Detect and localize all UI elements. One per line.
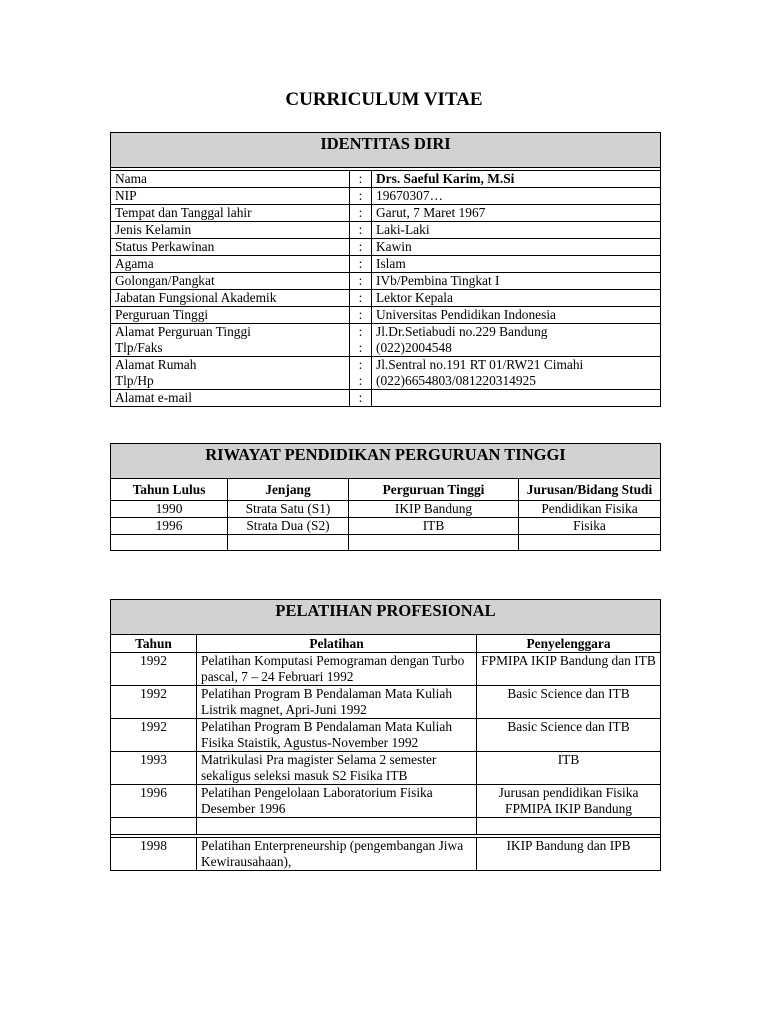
training-column-headers xyxy=(111,635,661,653)
value-birth: Garut, 7 Maret 1967 xyxy=(372,205,661,222)
col-header-training: Pelatihan xyxy=(197,635,477,653)
identity-row-birth xyxy=(111,205,661,222)
colon: : xyxy=(350,188,372,205)
colon-line1: : xyxy=(358,324,363,339)
cell-training xyxy=(197,818,477,835)
identity-row-gender xyxy=(111,222,661,239)
label-university: Perguruan Tinggi xyxy=(111,307,350,324)
col-header-level: Jenjang xyxy=(228,479,349,501)
identity-header: IDENTITAS DIRI xyxy=(111,133,661,168)
label-home-phone: Tlp/Hp xyxy=(115,373,154,388)
identity-row-university xyxy=(111,307,661,324)
identity-row-home-address xyxy=(111,357,661,390)
cell-year xyxy=(111,535,228,551)
colon: : xyxy=(350,239,372,256)
label-birth: Tempat dan Tanggal lahir xyxy=(111,205,350,222)
cell-year: 1992 xyxy=(111,719,197,752)
label-position: Jabatan Fungsional Akademik xyxy=(111,290,350,307)
cell-university: ITB xyxy=(349,518,519,535)
cell-organizer: Jurusan pendidikan Fisika FPMIPA IKIP Bandung xyxy=(477,785,661,818)
table-row xyxy=(111,818,661,835)
label-university-address-line1: Alamat Perguruan Tinggi xyxy=(115,324,251,339)
col-header-year: Tahun xyxy=(111,635,197,653)
value-home-address-line1: Jl.Sentral no.191 RT 01/RW21 Cimahi xyxy=(376,357,584,372)
table-row xyxy=(111,838,661,871)
value-email xyxy=(372,390,661,407)
label-university-phone: Tlp/Faks xyxy=(115,340,163,355)
cell-year: 1993 xyxy=(111,752,197,785)
value-marital: Kawin xyxy=(372,239,661,256)
cell-major: Fisika xyxy=(519,518,661,535)
identity-row-nama xyxy=(111,171,661,188)
identity-row-religion xyxy=(111,256,661,273)
identity-table xyxy=(110,132,661,407)
identity-row-marital xyxy=(111,239,661,256)
training-header: PELATIHAN PROFESIONAL xyxy=(111,600,661,635)
value-home-phone: (022)6654803/081220314925 xyxy=(376,373,536,388)
cell-training: Pelatihan Program B Pendalaman Mata Kuliah Listrik magnet, Apri-Juni 1992 xyxy=(197,686,477,719)
cell-year: 1996 xyxy=(111,518,228,535)
value-university: Universitas Pendidikan Indonesia xyxy=(372,307,661,324)
value-gender: Laki-Laki xyxy=(372,222,661,239)
value-rank: IVb/Pembina Tingkat I xyxy=(372,273,661,290)
col-header-year: Tahun Lulus xyxy=(111,479,228,501)
colon xyxy=(350,324,372,357)
colon: : xyxy=(350,171,372,188)
cell-level xyxy=(228,535,349,551)
table-row xyxy=(111,719,661,752)
identity-row-rank xyxy=(111,273,661,290)
cell-year: 1998 xyxy=(111,838,197,871)
colon: : xyxy=(350,222,372,239)
cell-organizer: FPMIPA IKIP Bandung dan ITB xyxy=(477,653,661,686)
table-row xyxy=(111,752,661,785)
identity-row-nip xyxy=(111,188,661,205)
cell-year: 1992 xyxy=(111,653,197,686)
cell-training: Pelatihan Program B Pendalaman Mata Kuliah Fisika Staistik, Agustus-November 1992 xyxy=(197,719,477,752)
cell-university: IKIP Bandung xyxy=(349,501,519,518)
cell-training: Pelatihan Pengelolaan Laboratorium Fisika Desember 1996 xyxy=(197,785,477,818)
cell-year: 1996 xyxy=(111,785,197,818)
colon-line2: : xyxy=(358,340,363,355)
cell-organizer: IKIP Bandung dan IPB xyxy=(477,838,661,871)
value-university-phone: (022)2004548 xyxy=(376,340,452,355)
col-header-major: Jurusan/Bidang Studi xyxy=(519,479,661,501)
cell-major xyxy=(519,535,661,551)
value-position: Lektor Kepala xyxy=(372,290,661,307)
colon: : xyxy=(350,256,372,273)
label-nip: NIP xyxy=(111,188,350,205)
identity-row-university-address xyxy=(111,324,661,357)
label-rank: Golongan/Pangkat xyxy=(111,273,350,290)
table-row xyxy=(111,653,661,686)
col-header-organizer: Penyelenggara xyxy=(477,635,661,653)
education-table xyxy=(110,443,661,551)
label-gender: Jenis Kelamin xyxy=(111,222,350,239)
table-row xyxy=(111,785,661,818)
value-home-address xyxy=(372,357,661,390)
cell-level: Strata Satu (S1) xyxy=(228,501,349,518)
value-university-address-line1: Jl.Dr.Setiabudi no.229 Bandung xyxy=(376,324,548,339)
colon: : xyxy=(350,205,372,222)
cell-year: 1990 xyxy=(111,501,228,518)
cell-training: Matrikulasi Pra magister Selama 2 semester sekaligus seleksi masuk S2 Fisika ITB xyxy=(197,752,477,785)
col-header-university: Perguruan Tinggi xyxy=(349,479,519,501)
value-religion: Islam xyxy=(372,256,661,273)
label-nama: Nama xyxy=(111,171,350,188)
colon-line2: : xyxy=(358,373,363,388)
document-title: CURRICULUM VITAE xyxy=(285,89,483,110)
education-header: RIWAYAT PENDIDIKAN PERGURUAN TINGGI xyxy=(111,444,661,479)
label-email: Alamat e-mail xyxy=(111,390,350,407)
identity-row-position xyxy=(111,290,661,307)
label-university-address xyxy=(111,324,350,357)
colon: : xyxy=(350,290,372,307)
table-row xyxy=(111,501,661,518)
cell-organizer: Basic Science dan ITB xyxy=(477,686,661,719)
table-row xyxy=(111,686,661,719)
label-home-address-line1: Alamat Rumah xyxy=(115,357,197,372)
cell-level: Strata Dua (S2) xyxy=(228,518,349,535)
colon xyxy=(350,357,372,390)
value-nama: Drs. Saeful Karim, M.Si xyxy=(372,171,661,188)
label-home-address xyxy=(111,357,350,390)
label-religion: Agama xyxy=(111,256,350,273)
label-marital: Status Perkawinan xyxy=(111,239,350,256)
cell-organizer: ITB xyxy=(477,752,661,785)
value-university-address xyxy=(372,324,661,357)
cell-organizer xyxy=(477,818,661,835)
cell-university xyxy=(349,535,519,551)
colon: : xyxy=(350,390,372,407)
table-row xyxy=(111,518,661,535)
identity-row-email xyxy=(111,390,661,407)
training-table xyxy=(110,599,661,871)
table-row xyxy=(111,535,661,551)
cell-year: 1992 xyxy=(111,686,197,719)
cell-major: Pendidikan Fisika xyxy=(519,501,661,518)
colon-line1: : xyxy=(358,357,363,372)
colon: : xyxy=(350,307,372,324)
cell-year xyxy=(111,818,197,835)
cell-organizer: Basic Science dan ITB xyxy=(477,719,661,752)
colon: : xyxy=(350,273,372,290)
value-nip: 19670307… xyxy=(372,188,661,205)
cell-training: Pelatihan Enterpreneurship (pengembangan Jiwa Kewirausahaan), xyxy=(197,838,477,871)
cell-training: Pelatihan Komputasi Pemograman dengan Turbo pascal, 7 – 24 Februari 1992 xyxy=(197,653,477,686)
education-column-headers xyxy=(111,479,661,501)
